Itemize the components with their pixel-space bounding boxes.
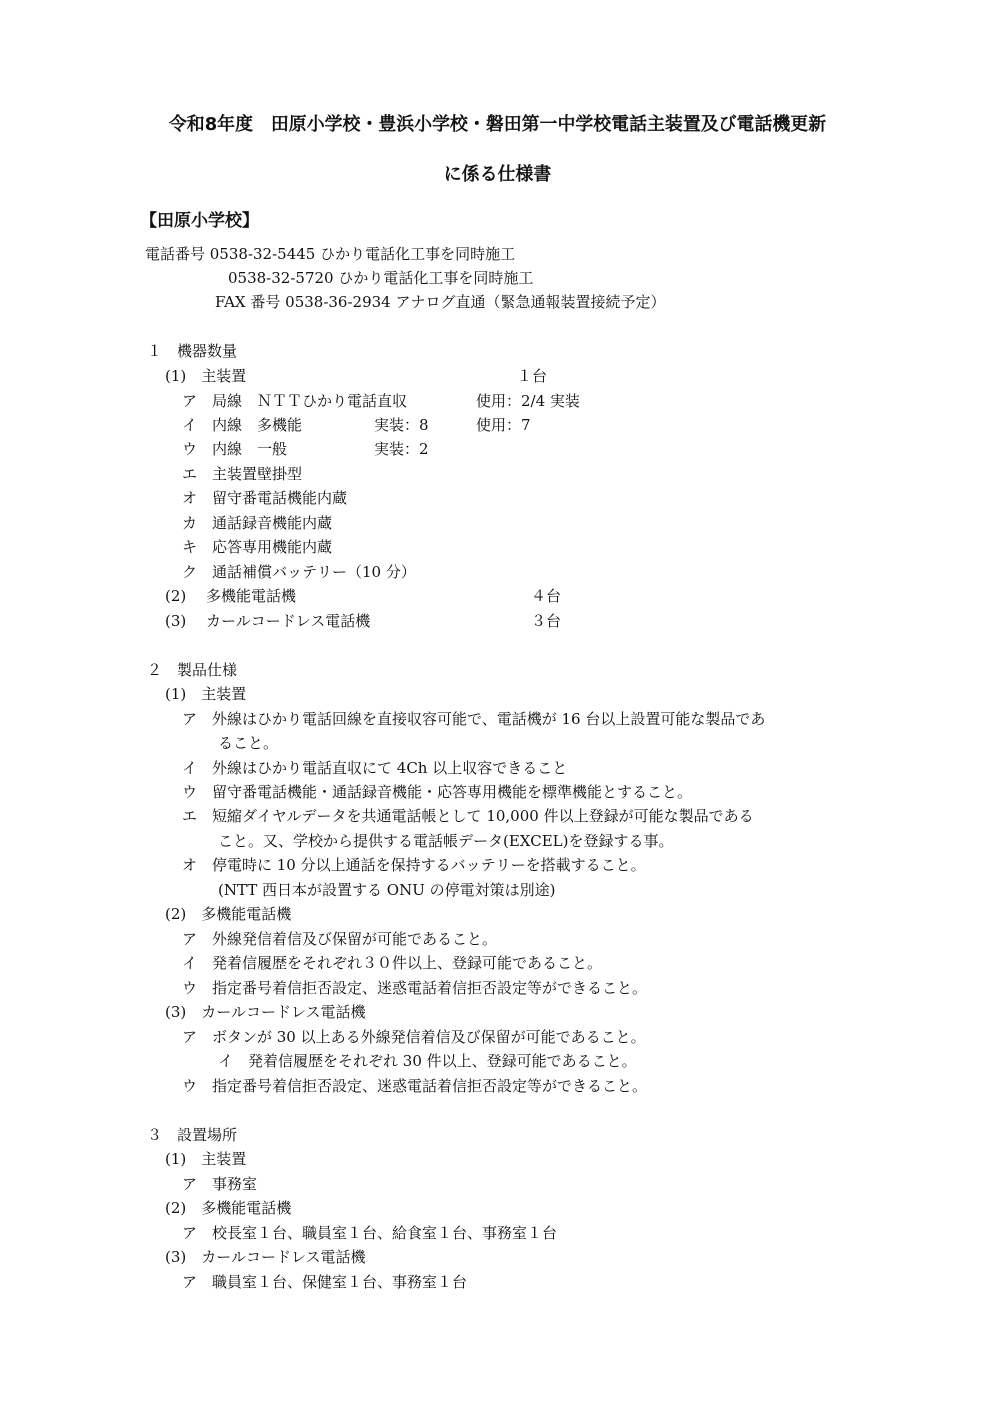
item-1-3-quantity: ３台 [531,612,562,630]
item-2-1-a-line-1: ア 外線はひかり電話回線を直接収容可能で、電話機が 16 台以上設置可能な製品であ [182,710,766,728]
item-2-1-e-line-1: オ 停電時に 10 分以上通話を保持するバッテリーを搭載すること。 [182,856,646,874]
item-2-1-a-line-2: ること。 [218,734,279,752]
item-1-1-b-label: イ 内線 多機能 [182,416,303,434]
document-title-line-1: 令和8年度 田原小学校・豊浜小学校・磐田第一中学校電話主装置及び電話機更新 [168,114,827,135]
item-1-1-b-installed: 実装：8 [374,416,429,434]
item-2-2-label: (2) 多機能電話機 [165,905,292,923]
school-heading: 【田原小学校】 [140,211,259,231]
section-3-heading: ３ 設置場所 [147,1126,238,1144]
item-1-3-label: (3) カールコードレス電話機 [165,612,371,630]
item-1-1-a-label: ア 局線 ＮＴＴひかり電話直収 [182,392,408,410]
item-2-1-e-line-2: (NTT 西日本が設置する ONU の停電対策は別途) [218,881,556,899]
fax-number-line: FAX 番号 0538-36-2934 アナログ直通（緊急通報装置接続予定） [215,293,666,311]
item-1-1-h: ク 通話補償バッテリー（10 分） [182,563,416,581]
item-1-1-f: カ 通話録音機能内蔵 [182,514,333,532]
item-1-1-c-installed: 実装：2 [374,440,429,458]
phone-number-line-2: 0538-32-5720 ひかり電話化工事を同時施工 [228,269,534,287]
item-3-2-label: (2) 多機能電話機 [165,1199,292,1217]
item-3-2-a: ア 校長室１台、職員室１台、給食室１台、事務室１台 [182,1224,558,1242]
phone-number-line-1: 電話番号 0538-32-5445 ひかり電話化工事を同時施工 [145,245,516,263]
item-2-2-a: ア 外線発信着信及び保留が可能であること。 [182,930,498,948]
item-2-1-b: イ 外線はひかり電話直収にて 4Ch 以上収容できること [182,759,568,777]
item-2-1-label: (1) 主装置 [165,685,247,703]
item-1-2-quantity: ４台 [531,587,562,605]
item-2-1-d-line-2: こと。又、学校から提供する電話帳データ(EXCEL)を登録する事。 [218,832,674,850]
item-1-1-g: キ 応答専用機能内蔵 [182,538,333,556]
item-1-1-e: オ 留守番電話機能内蔵 [182,489,348,507]
document-title-line-2: に係る仕様書 [443,164,552,185]
item-3-1-label: (1) 主装置 [165,1150,247,1168]
item-1-1-c-label: ウ 内線 一般 [182,440,288,458]
item-2-2-c: ウ 指定番号着信拒否設定、迷惑電話着信拒否設定等ができること。 [182,979,648,997]
item-1-1-d: エ 主装置壁掛型 [182,465,303,483]
item-1-1-a-usage: 使用：2/4 実装 [476,392,580,410]
item-2-3-label: (3) カールコードレス電話機 [165,1003,366,1021]
item-3-1-a: ア 事務室 [182,1175,258,1193]
item-2-2-b: イ 発着信履歴をそれぞれ３０件以上、登録可能であること。 [182,954,603,972]
item-2-3-b: イ 発着信履歴をそれぞれ 30 件以上、登録可能であること。 [218,1052,637,1070]
item-1-1-b-usage: 使用：7 [476,416,531,434]
item-1-2-label: (2) 多機能電話機 [165,587,297,605]
section-1-heading: １ 機器数量 [147,342,238,360]
section-2-heading: ２ 製品仕様 [147,661,238,679]
item-2-1-c: ウ 留守番電話機能・通話録音機能・応答専用機能を標準機能とすること。 [182,783,693,801]
item-1-1-quantity: １台 [517,367,548,385]
item-2-3-c: ウ 指定番号着信拒否設定、迷惑電話着信拒否設定等ができること。 [182,1077,648,1095]
item-3-3-label: (3) カールコードレス電話機 [165,1248,366,1266]
item-1-1-label: (1) 主装置 [165,367,247,385]
item-3-3-a: ア 職員室１台、保健室１台、事務室１台 [182,1273,468,1291]
item-2-1-d-line-1: エ 短縮ダイヤルデータを共通電話帳として 10,000 件以上登録が可能な製品である [182,807,754,825]
item-2-3-a: ア ボタンが 30 以上ある外線発信着信及び保留が可能であること。 [182,1028,646,1046]
